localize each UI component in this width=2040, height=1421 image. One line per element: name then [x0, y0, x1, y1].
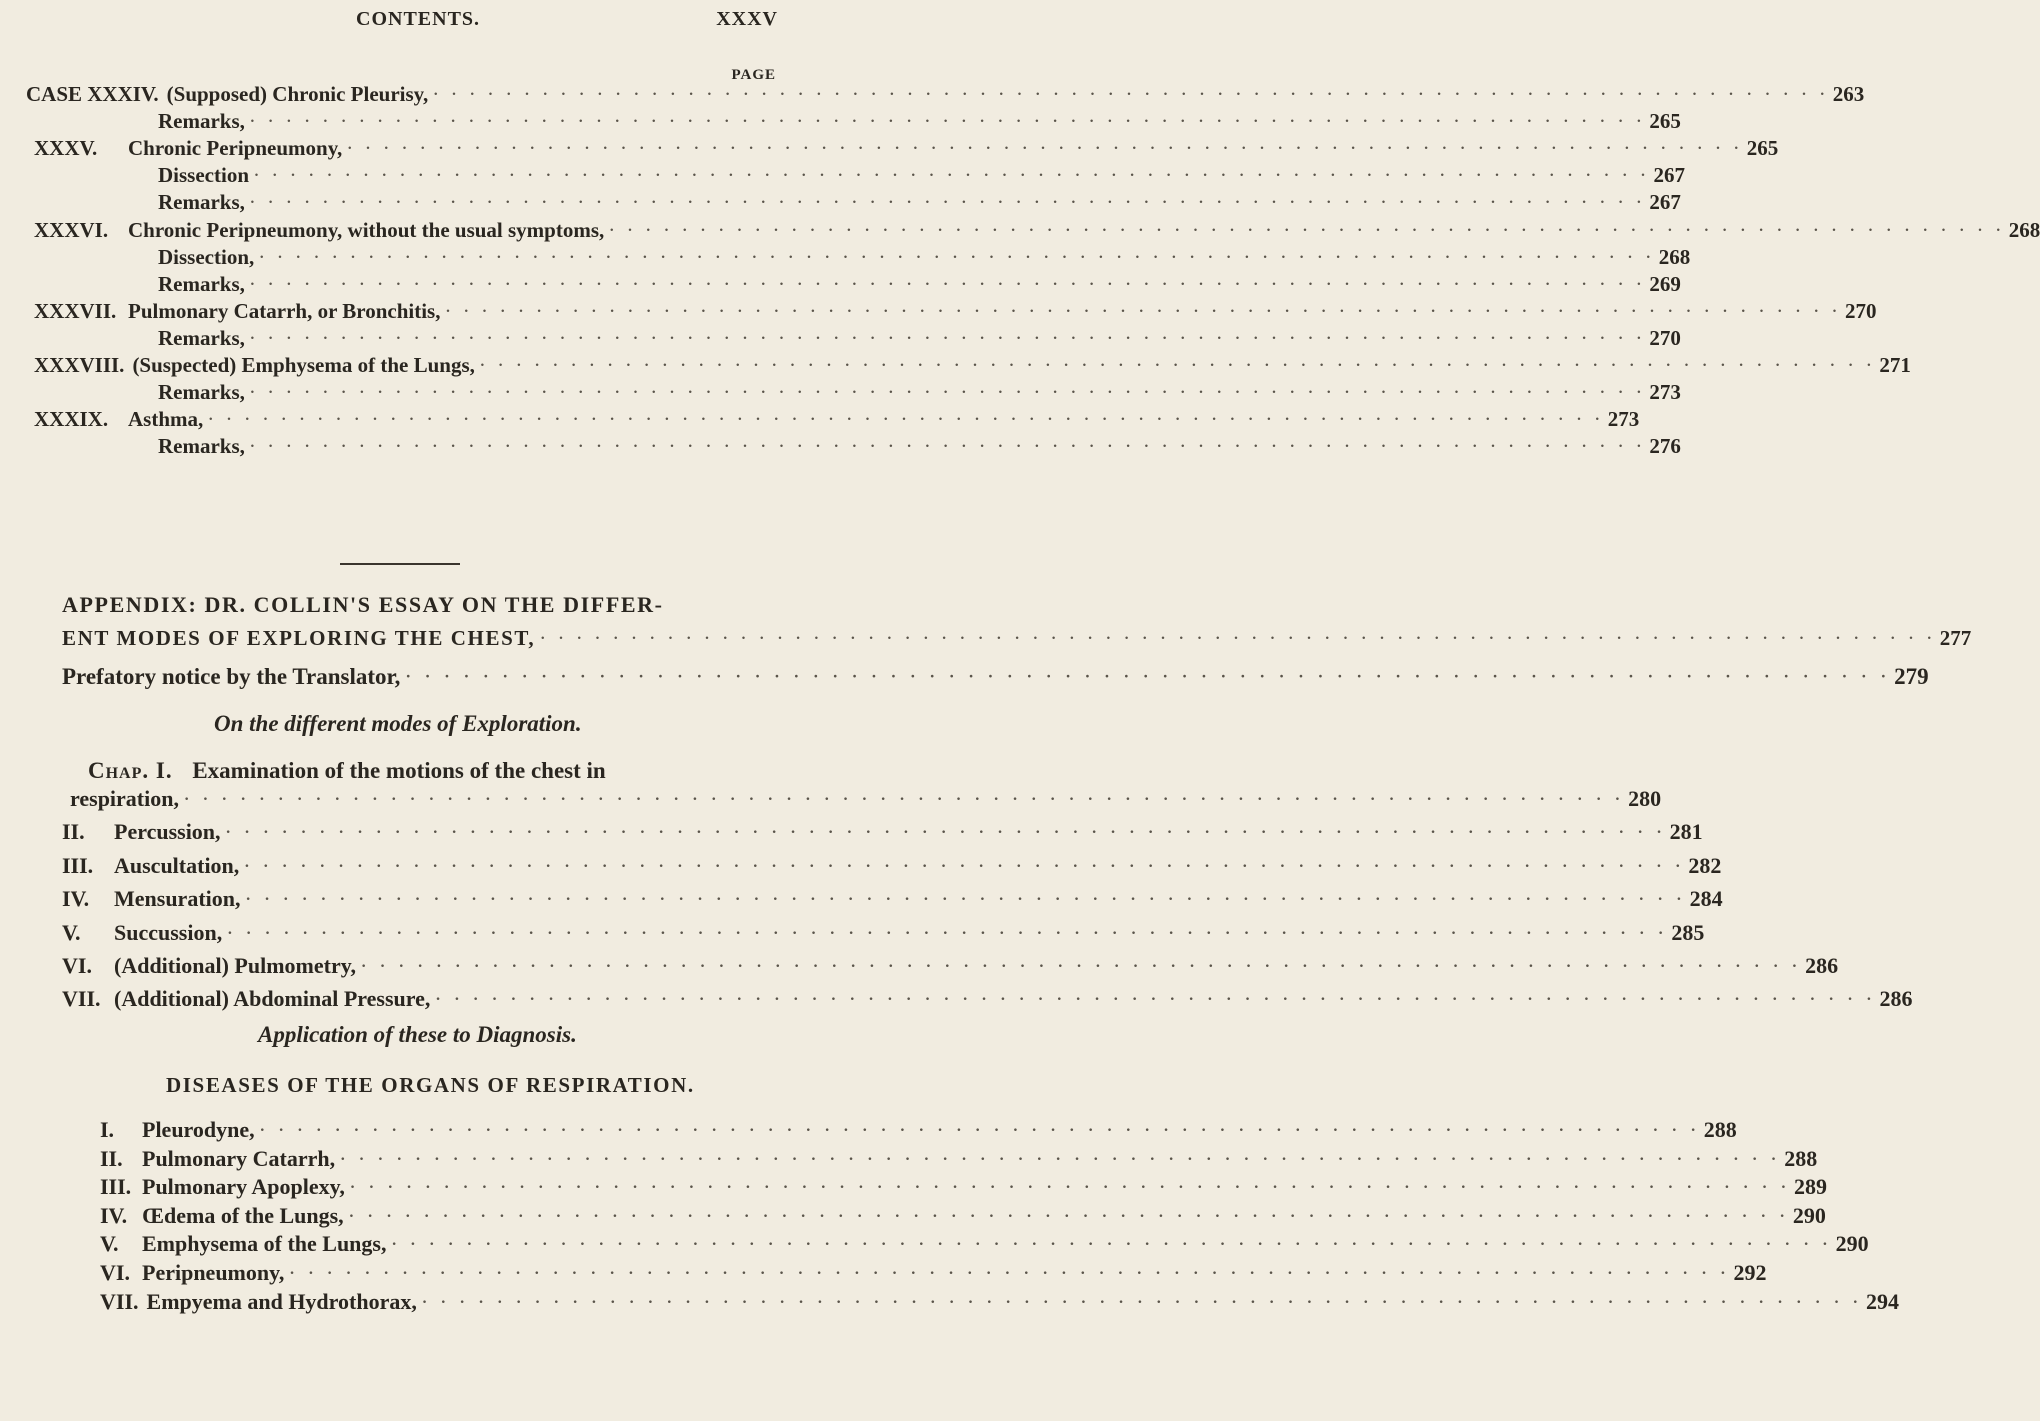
- disease-entry: [100, 1202, 1826, 1233]
- entry-title: (Additional) Pulmometry,: [114, 953, 356, 978]
- entry-number: XXXVII.: [34, 298, 117, 323]
- chapter-entry: [62, 919, 1705, 950]
- case-entry: [26, 82, 1865, 112]
- entry-page: 290: [1792, 1202, 1826, 1228]
- leader-dots: [349, 1174, 1790, 1200]
- roman-page-number: XXXV: [716, 8, 778, 30]
- case-entry: [34, 136, 1779, 166]
- disease-entry: [100, 1174, 1828, 1204]
- leader-dots: [207, 407, 1603, 432]
- leader-dots: [225, 819, 1666, 845]
- leader-dots: [249, 380, 1645, 405]
- entry-page: 270: [1844, 298, 1877, 323]
- leader-dots: [390, 1231, 1831, 1257]
- case-entry: [34, 434, 1681, 464]
- entry-number: CASE XXXIV.: [26, 82, 159, 106]
- entry-page: 273: [1649, 380, 1681, 405]
- leader-dots: [421, 1289, 1862, 1315]
- entry-title: Œdema of the Lungs,: [142, 1202, 344, 1228]
- entry-number: VI.: [100, 1260, 130, 1285]
- entry-page: 265: [1649, 109, 1681, 134]
- entry-page: 281: [1669, 819, 1703, 845]
- disease-entry: [100, 1117, 1737, 1147]
- entry-page: 277: [1939, 626, 1972, 650]
- entry-title: Succussion,: [114, 919, 223, 945]
- entry-page: 263: [1832, 82, 1865, 106]
- leader-dots: [249, 109, 1645, 134]
- entry-title: Dissection,: [158, 244, 255, 269]
- chapter-entry: [62, 886, 1723, 916]
- leader-dots: [360, 953, 1801, 979]
- case-entry: [34, 244, 1691, 275]
- leader-dots: [288, 1260, 1729, 1286]
- chapter-entry: [62, 852, 1722, 883]
- entry-number: XXXV.: [34, 136, 98, 161]
- entry-page: 268: [1658, 244, 1691, 269]
- leader-dots: [249, 326, 1645, 351]
- entry-page: 279: [1894, 664, 1929, 689]
- chapter-entry: [62, 819, 1703, 849]
- entry-number: V.: [100, 1231, 119, 1257]
- diseases-heading: DISEASES OF THE ORGANS OF RESPIRATION.: [166, 1073, 695, 1097]
- leader-dots: [249, 190, 1645, 215]
- entry-number: II.: [62, 819, 85, 845]
- chapter-entry: [62, 953, 1839, 983]
- case-entry: [34, 271, 1681, 302]
- entry-title: Mensuration,: [114, 886, 241, 912]
- entry-title: Prefatory notice by the Translator,: [62, 664, 401, 689]
- leader-dots: [348, 1203, 1789, 1229]
- entry-title: Remarks,: [158, 190, 245, 215]
- disease-entry: [100, 1288, 1899, 1319]
- entry-title: Chronic Peripneumony,: [128, 136, 343, 161]
- case-entry: [34, 407, 1640, 437]
- entry-title: Pleurodyne,: [142, 1117, 255, 1142]
- leader-dots: [253, 163, 1649, 188]
- entry-page: 290: [1835, 1231, 1869, 1257]
- case-entry: [34, 325, 1681, 356]
- prefatory-notice-entry: [62, 664, 1929, 694]
- entry-title: Asthma,: [128, 407, 204, 432]
- chapter-label: Chap. I.: [88, 758, 173, 783]
- entry-title: Dissection: [158, 163, 249, 188]
- entry-title: respiration,: [70, 786, 179, 811]
- entry-number: VII.: [62, 986, 101, 1012]
- running-title: CONTENTS.: [356, 8, 481, 30]
- entry-title: (Suspected) Emphysema of the Lungs,: [132, 353, 475, 377]
- chapter-entry: [62, 986, 1913, 1016]
- entry-page: 267: [1649, 190, 1681, 215]
- entry-page: 265: [1746, 136, 1779, 161]
- entry-number: I.: [100, 1117, 115, 1142]
- entry-title: Remarks,: [158, 325, 245, 350]
- entry-page: 270: [1649, 325, 1681, 350]
- entry-title: ENT MODES OF EXPLORING THE CHEST,: [62, 626, 536, 650]
- entry-page: 273: [1607, 407, 1640, 432]
- entry-number: VII.: [100, 1288, 139, 1314]
- entry-title: Pulmonary Catarrh, or Bronchitis,: [128, 298, 441, 323]
- entry-page: 294: [1865, 1288, 1899, 1314]
- case-entry: [34, 380, 1681, 410]
- leader-dots: [339, 1146, 1780, 1172]
- leader-dots: [226, 920, 1667, 946]
- leader-dots: [539, 626, 1935, 651]
- leader-dots: [259, 1117, 1700, 1143]
- entry-title: Remarks,: [158, 434, 245, 459]
- entry-title: Chronic Peripneumony, without the usual symptoms,: [128, 217, 605, 242]
- entry-title: Auscultation,: [114, 852, 240, 878]
- entry-title: Emphysema of the Lungs,: [142, 1231, 387, 1257]
- chapter-intro-text: Examination of the motions of the chest in: [192, 758, 606, 783]
- entry-title: (Supposed) Chronic Pleurisy,: [166, 82, 429, 106]
- leader-dots: [243, 853, 1684, 879]
- case-entry: [34, 190, 1681, 220]
- leader-dots: [479, 353, 1875, 378]
- disease-entry: [100, 1260, 1767, 1290]
- entry-title: Remarks,: [158, 109, 245, 134]
- entry-number: XXXIX.: [34, 407, 109, 432]
- entry-title: Remarks,: [158, 271, 245, 296]
- entry-number: IV.: [62, 886, 90, 912]
- entry-number: II.: [100, 1145, 123, 1171]
- leader-dots: [608, 218, 2004, 243]
- entry-title: Peripneumony,: [142, 1260, 285, 1285]
- leader-dots: [245, 886, 1686, 912]
- entry-number: V.: [62, 919, 81, 945]
- leader-dots: [432, 82, 1828, 107]
- leader-dots: [434, 986, 1875, 1012]
- leader-dots: [249, 434, 1645, 459]
- case-entry: [34, 163, 1685, 193]
- entry-title: (Additional) Abdominal Pressure,: [114, 986, 431, 1012]
- entry-page: 269: [1649, 271, 1681, 296]
- entry-page: 284: [1689, 886, 1723, 912]
- page-column-label: PAGE: [731, 67, 776, 83]
- entry-number: III.: [100, 1174, 132, 1200]
- entry-number: IV.: [100, 1202, 128, 1228]
- entry-page: 282: [1688, 852, 1722, 878]
- section-divider: [340, 563, 460, 565]
- appendix-title-line-2: [62, 626, 1972, 656]
- leader-dots: [183, 786, 1624, 812]
- entry-number: VI.: [62, 953, 92, 978]
- entry-page: 292: [1733, 1260, 1767, 1285]
- entry-page: 286: [1805, 953, 1839, 978]
- case-entry: [34, 353, 1911, 383]
- entry-page: 286: [1879, 986, 1913, 1012]
- chapter-entry: [62, 786, 1662, 816]
- case-entry: [34, 217, 2040, 248]
- exploration-heading: On the different modes of Exploration.: [214, 711, 582, 736]
- entry-page: 268: [2008, 217, 2040, 242]
- entry-page: 271: [1879, 353, 1911, 377]
- entry-page: 280: [1628, 786, 1662, 811]
- leader-dots: [404, 664, 1890, 690]
- entry-title: Pulmonary Catarrh,: [142, 1145, 336, 1171]
- entry-number: XXXVI.: [34, 217, 109, 242]
- entry-page: 276: [1649, 434, 1681, 459]
- entry-title: Empyema and Hydrothorax,: [146, 1288, 417, 1314]
- leader-dots: [249, 272, 1645, 297]
- appendix-title-line-1: APPENDIX: DR. COLLIN'S ESSAY ON THE DIFFER-: [62, 592, 664, 617]
- disease-entry: [100, 1231, 1869, 1261]
- entry-title: Pulmonary Apoplexy,: [142, 1174, 345, 1200]
- leader-dots: [258, 245, 1654, 270]
- case-entry: [34, 298, 1877, 329]
- entry-title: Remarks,: [158, 380, 245, 405]
- entry-page: 285: [1671, 919, 1705, 945]
- entry-number: XXXVIII.: [34, 353, 125, 377]
- entry-page: 288: [1784, 1145, 1818, 1171]
- case-entry: [34, 109, 1681, 139]
- entry-title: Percussion,: [114, 819, 221, 845]
- application-heading: Application of these to Diagnosis.: [258, 1022, 577, 1047]
- entry-page: 267: [1653, 163, 1685, 188]
- entry-page: 288: [1703, 1117, 1737, 1142]
- entry-page: 289: [1794, 1174, 1828, 1200]
- leader-dots: [346, 136, 1742, 161]
- leader-dots: [444, 299, 1840, 324]
- chapter-intro-line: [88, 758, 606, 784]
- entry-number: III.: [62, 852, 94, 878]
- disease-entry: [100, 1145, 1818, 1176]
